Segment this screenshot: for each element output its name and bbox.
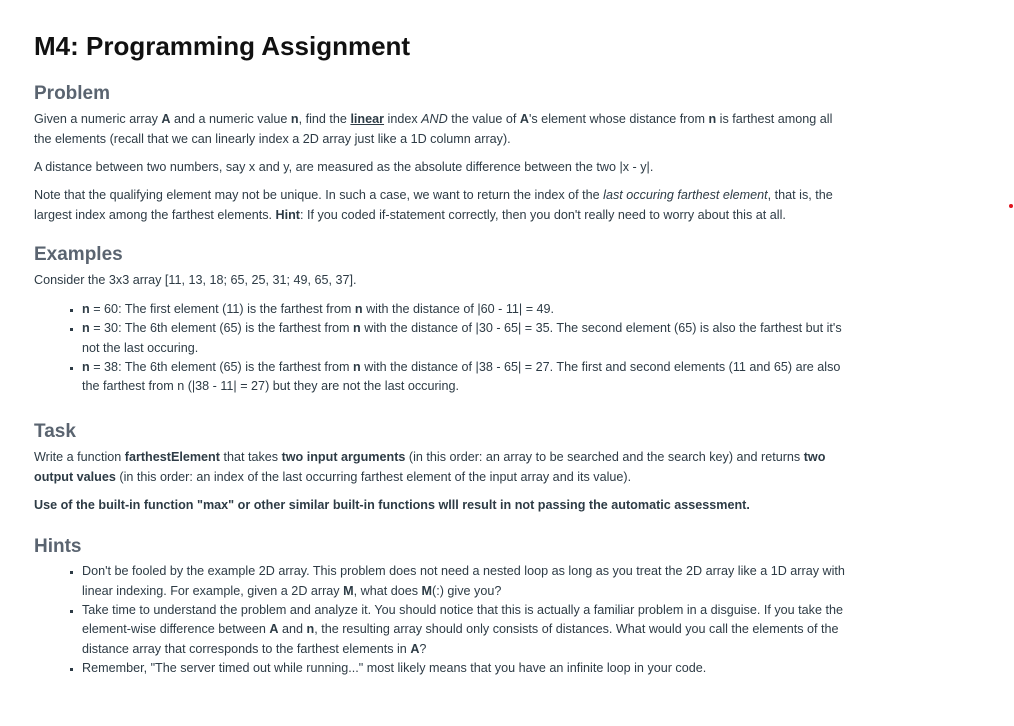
examples-list bbox=[34, 300, 846, 396]
hint-item: ▪ Remember, "The server timed out while running..." most likely means that you have an infinite loop in your code. bbox=[82, 659, 846, 678]
task-paragraph: Write a function farthestElement that takes two input arguments (in this order: an array to be searched and the search key) and returns two output values (in this order: an index of the last occurring farthest element of the input array and its value). bbox=[34, 450, 826, 485]
task-heading: Task bbox=[34, 421, 76, 443]
hint-item: ▪ Take time to understand the problem and analyze it. You should notice that this is actually a familiar problem in a disguise. If you take the element-wise difference between A and n, the resulting array should only consists of distances. What would you call the elements of the distance array that corresponds to the farthest elements in A? bbox=[82, 601, 846, 659]
problem-paragraph-2: A distance between two numbers, say x and y, are measured as the absolute difference between the two |x - y|. bbox=[34, 160, 654, 174]
problem-section bbox=[34, 82, 846, 225]
problem-paragraph-3: Note that the qualifying element may not be unique. In such a case, we want to return the index of the last occuring farthest element, that is, the largest index among the farthest elements. Hint: If you coded if-statement correctly, then you don't really need to worry about this at all. bbox=[34, 188, 833, 222]
problem-heading: Problem bbox=[34, 83, 111, 104]
example-item: ▪ n = 30: The 6th element (65) is the farthest from n with the distance of |30 - 65| = 35. The second element (65) is also the farthest but it's not the last occuring. bbox=[82, 319, 846, 358]
assignment-page bbox=[34, 30, 846, 678]
problem-paragraph-1: Given a numeric array A and a numeric value n, find the linear index AND the value of A's element whose distance from n is farthest among all the elements (recall that we can linearly index a 2D array just like a 1D column array). bbox=[34, 112, 833, 146]
example-item: ▪ n = 60: The first element (11) is the farthest from n with the distance of |60 - 11| = 49. bbox=[82, 300, 846, 319]
linear-emphasis: linear bbox=[350, 112, 385, 126]
hint-item: ▪ Don't be fooled by the example 2D array. This problem does not need a nested loop as long as you treat the 2D array like a 1D array with linear indexing. For example, given a 2D array M, what does M(:) give you? bbox=[82, 562, 846, 601]
examples-section bbox=[34, 243, 846, 396]
task-section bbox=[34, 420, 846, 515]
hints-heading: Hints bbox=[34, 536, 82, 558]
red-dot-marker bbox=[1009, 204, 1013, 208]
example-item: ▪ n = 38: The 6th element (65) is the farthest from n with the distance of |38 - 65| = 27. The first and second elements (11 and 65) are also the farthest from n (|38 - 11| = 27) but they are not the last occuring. bbox=[82, 358, 846, 397]
task-warning: Use of the built-in function "max" or other similar built-in functions wlll result in not passing the automatic assessment. bbox=[34, 498, 750, 513]
page-title: M4: Programming Assignment bbox=[34, 31, 411, 61]
examples-intro: Consider the 3x3 array [11, 13, 18; 65, 25, 31; 49, 65, 37]. bbox=[34, 273, 357, 287]
hints-list bbox=[34, 562, 846, 678]
hints-section bbox=[34, 535, 846, 678]
examples-heading: Examples bbox=[34, 244, 123, 265]
